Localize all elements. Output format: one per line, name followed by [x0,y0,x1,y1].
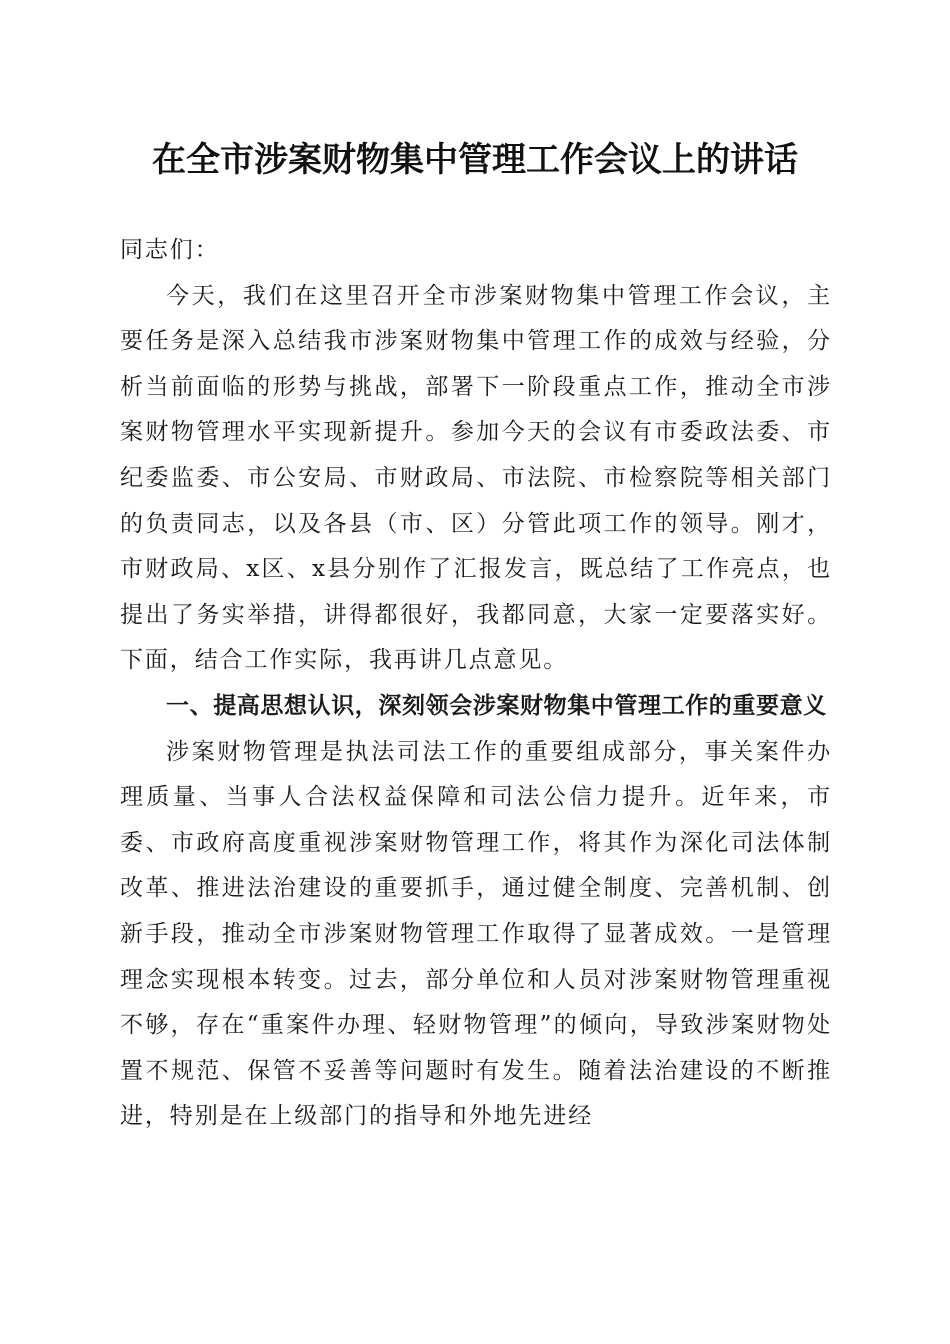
opening-paragraph: 今天，我们在这里召开全市涉案财物集中管理工作会议，主要任务是深入总结我市涉案财物集中管理工作的成效与经验，分析当前面临的形势与挑战，部署下一阶段重点工作，推动全市涉案财物管理水平实现新提升。参加今天的会议有市委政法委、市纪委监委、市公安局、市财政局、市法院、市检察院等相关部门的负责同志，以及各县（市、区）分管此项工作的领导。刚才，市财政局、x区、x县分别作了汇报发言，既总结了工作亮点，也提出了务实举措，讲得都很好，我都同意，大家一定要落实好。下面，结合工作实际，我再讲几点意见。 [120,282,832,674]
section-heading-1: 一、提高思想认识，深刻领会涉案财物集中管理工作的重要意义 [166,692,827,719]
section-1-paragraph: 涉案财物管理是执法司法工作的重要组成部分，事关案件办理质量、当事人合法权益保障和司法公信力提升。近年来，市委、市政府高度重视涉案财物管理工作，将其作为深化司法体制改革、推进法治建设的重要抓手，通过健全制度、完善机制、创新手段，推动全市涉案财物管理工作取得了显著成效。一是管理理念实现根本转变。过去，部分单位和人员对涉案财物管理重视不够，存在“重案件办理、轻财物管理”的倾向，导致涉案财物处置不规范、保管不妥善等问题时有发生。随着法治建设的不断推进，特别是在上级部门的指导和外地先进经 [120,738,832,1130]
salutation: 同志们： [120,237,220,263]
document-body [120,228,832,1140]
document-title: 在全市涉案财物集中管理工作会议上的讲话 [152,140,798,180]
